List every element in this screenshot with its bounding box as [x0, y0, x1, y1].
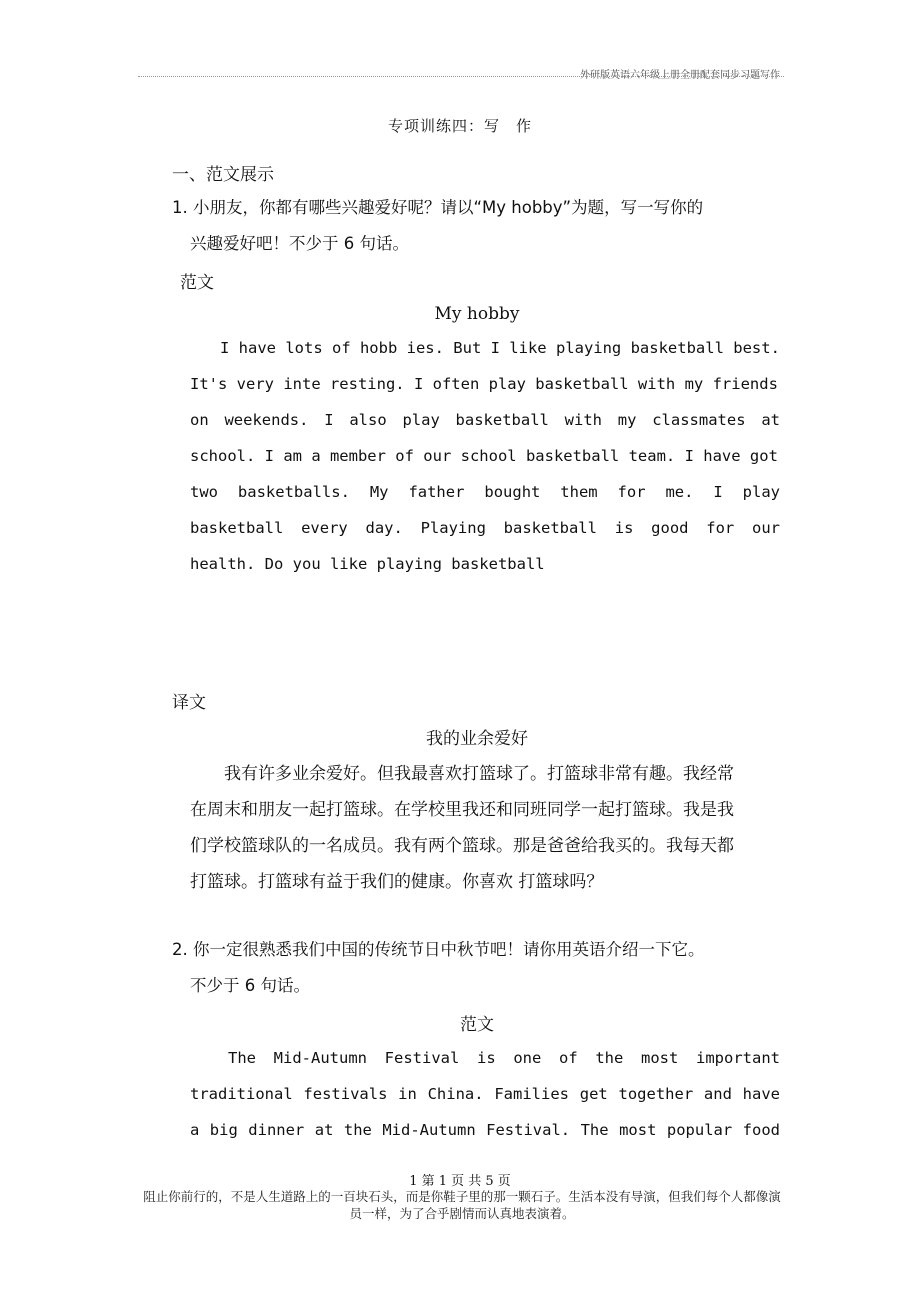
essay-line: The Mid-Autumn Festival is one of the most important [228, 1049, 780, 1067]
translation-line: 在周末和朋友一起打篮球。在学校里我还和同班同学一起打篮球。我是我 [190, 800, 734, 820]
q1-prompt-line-2: 兴趣爱好吧！不少于 6 句话。 [190, 234, 409, 253]
page-title: 专项训练四：写 作 [387, 117, 532, 135]
q2-prompt-line-2: 不少于 6 句话。 [190, 976, 310, 995]
q2-prompt-line-1: 2. 你一定很熟悉我们中国的传统节日中秋节吧！请你用英语介绍一下它。 [172, 940, 705, 959]
q2-sample-label: 范文 [460, 1015, 494, 1035]
q1-translation-label: 译文 [172, 693, 206, 713]
essay-line: I have lots of hobb ies. But I like playing basketball best. [220, 339, 780, 357]
translation-line: 们学校篮球队的一名成员。我有两个篮球。那是爸爸给我买的。我每天都 [190, 836, 734, 856]
header-divider [138, 76, 784, 77]
q1-essay-title: My hobby [434, 304, 520, 324]
q1-translation [190, 756, 780, 900]
essay-line: on weekends. I also play basketball with my classmates at [190, 411, 780, 429]
essay-line: school. I am a member of our school basketball team. I have got [190, 447, 778, 465]
q1-essay [190, 330, 780, 582]
essay-line: two basketballs. My father bought them for me. I play [190, 483, 780, 501]
essay-line: traditional festivals in China. Families get together and have [190, 1085, 780, 1103]
essay-line: basketball every day. Playing basketball is good for our [190, 519, 780, 537]
q1-prompt-line-1: 1. 小朋友，你都有哪些兴趣爱好呢？请以“My hobby”为题，写一写你的 [172, 198, 704, 217]
section-heading: 一、范文展示 [172, 165, 274, 185]
essay-line: health. Do you like playing basketball [190, 555, 545, 573]
page-number: 1 第 1 页 共 5 页 [409, 1174, 511, 1189]
essay-line: a big dinner at the Mid-Autumn Festival. The most popular food [190, 1121, 780, 1139]
q1-sample-label: 范文 [180, 273, 214, 293]
translation-line: 我有许多业余爱好。但我最喜欢打篮球了。打篮球非常有趣。我经常 [190, 764, 734, 784]
q2-essay [190, 1040, 780, 1148]
q1-translation-title: 我的业余爱好 [426, 729, 528, 749]
footer-quote: 阻止你前行的，不是人生道路上的一百块石头，而是你鞋子里的那一颗石子。生活本没有导演，但我们每个人都像演员一样，为了合乎剧情而认真地表演着。 [143, 1189, 781, 1221]
essay-line: It's very inte resting. I often play basketball with my friends [190, 375, 778, 393]
translation-line: 打篮球。打篮球有益于我们的健康。你喜欢 打篮球吗？ [190, 872, 604, 892]
header-text: 外研版英语六年级上册全册配套同步习题写作 [580, 70, 780, 81]
